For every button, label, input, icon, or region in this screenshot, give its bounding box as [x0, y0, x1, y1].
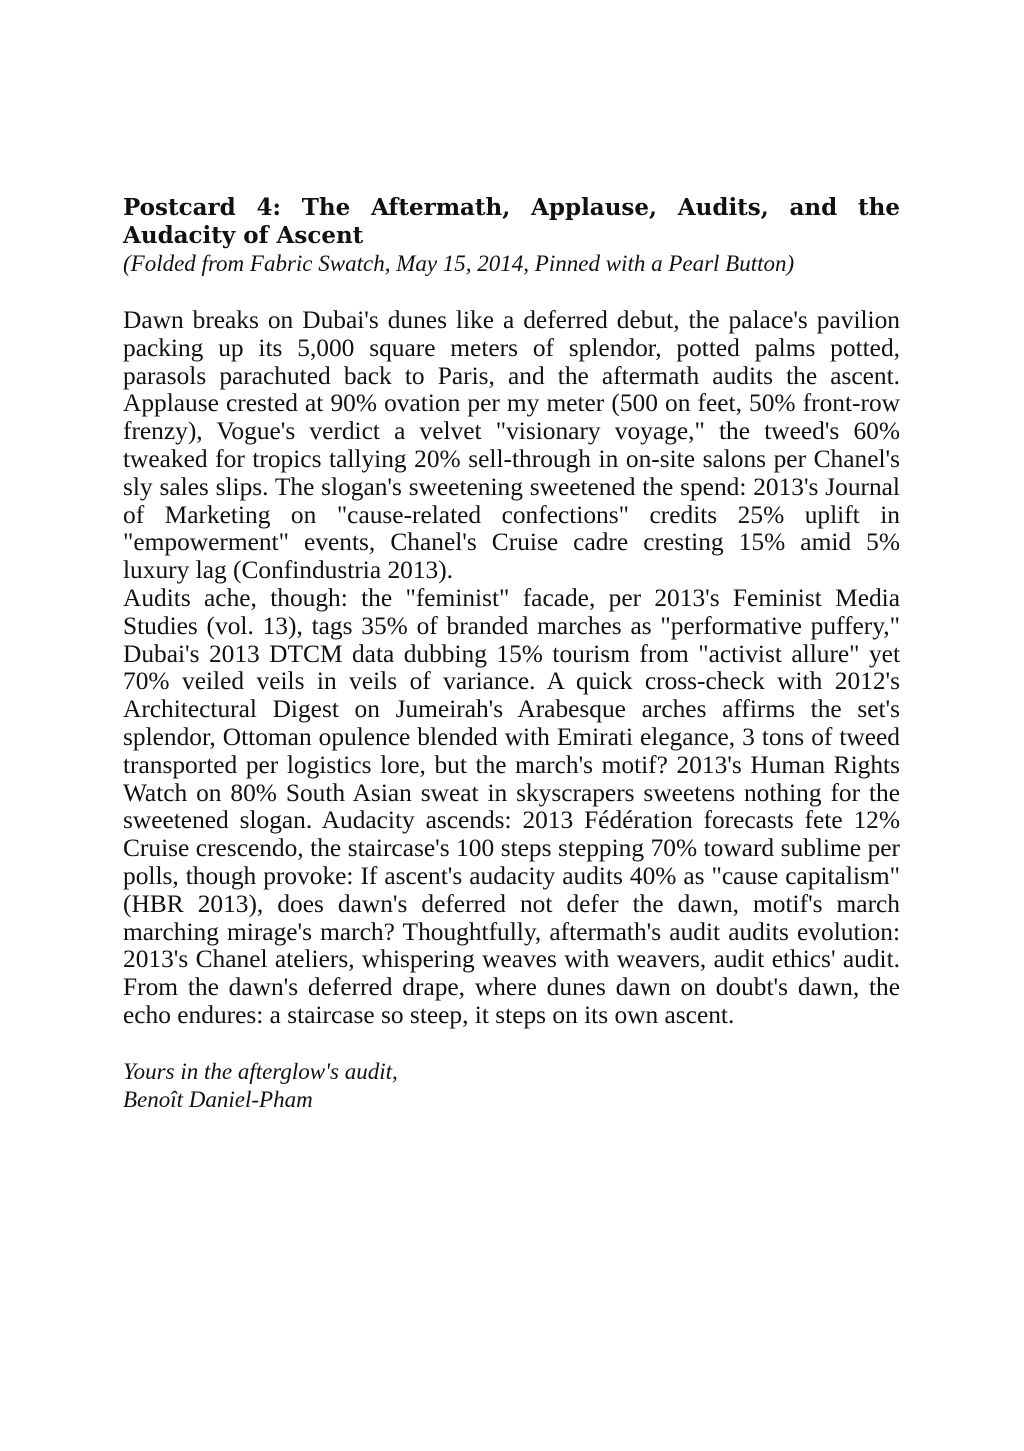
signoff	[123, 1058, 900, 1114]
body-paragraph-1: Dawn breaks on Dubai's dunes like a deferred debut, the palace's pavilion packing up its 5,000 square meters of splendor, potted palms potted, parasols parachuted back to Paris, and the aftermath audits the ascent. Applause crested at 90% ovation per my meter (500 on feet, 50% front-row frenzy), Vogue's verdict a velvet "visionary voyage," the tweed's 60% tweaked for tropics tallying 20% sell-through in on-site salons per Chanel's sly sales slips. The slogan's sweetening sweetened the spend: 2013's Journal of Marketing on "cause-related confections" credits 25% uplift in "empowerment" events, Chanel's Cruise cadre cresting 15% amid 5% luxury lag (Confindustria 2013).	[123, 306, 900, 585]
postcard-title: Postcard 4: The Aftermath, Applause, Audits, and the Audacity of Ascent	[123, 194, 900, 249]
postcard-page	[123, 194, 900, 1114]
postcard-subtitle: (Folded from Fabric Swatch, May 15, 2014, Pinned with a Pearl Button)	[123, 251, 795, 276]
body-paragraph-2: Audits ache, though: the "feminist" facade, per 2013's Feminist Media Studies (vol. 13), tags 35% of branded marches as "performative puffery," Dubai's 2013 DTCM data dubbing 15% tourism from "activist allure" yet 70% veiled veils in veils of variance. A quick cross-check with 2012's Architectural Digest on Jumeirah's Arabesque arches affirms the set's splendor, Ottoman opulence blended with Emirati elegance, 3 tons of tweed transported per logistics lore, but the march's motif? 2013's Human Rights Watch on 80% South Asian sweat in skyscrapers sweetens nothing for the sweetened slogan. Audacity ascends: 2013 Fédération forecasts fete 12% Cruise crescendo, the staircase's 100 steps stepping 70% toward sublime per polls, though provoke: If ascent's audacity audits 40% as "cause capitalism" (HBR 2013), does dawn's deferred not defer the dawn, motif's march marching mirage's march? Thoughtfully, aftermath's audit audits evolution: 2013's Chanel ateliers, whispering weaves with weavers, audit ethics' audit. From the dawn's deferred drape, where dunes dawn on doubt's dawn, the echo endures: a staircase so steep, it steps on its own ascent.	[123, 583, 900, 1029]
signature: Benoît Daniel-Pham	[123, 1086, 313, 1112]
closing-line: Yours in the afterglow's audit,	[123, 1058, 398, 1084]
